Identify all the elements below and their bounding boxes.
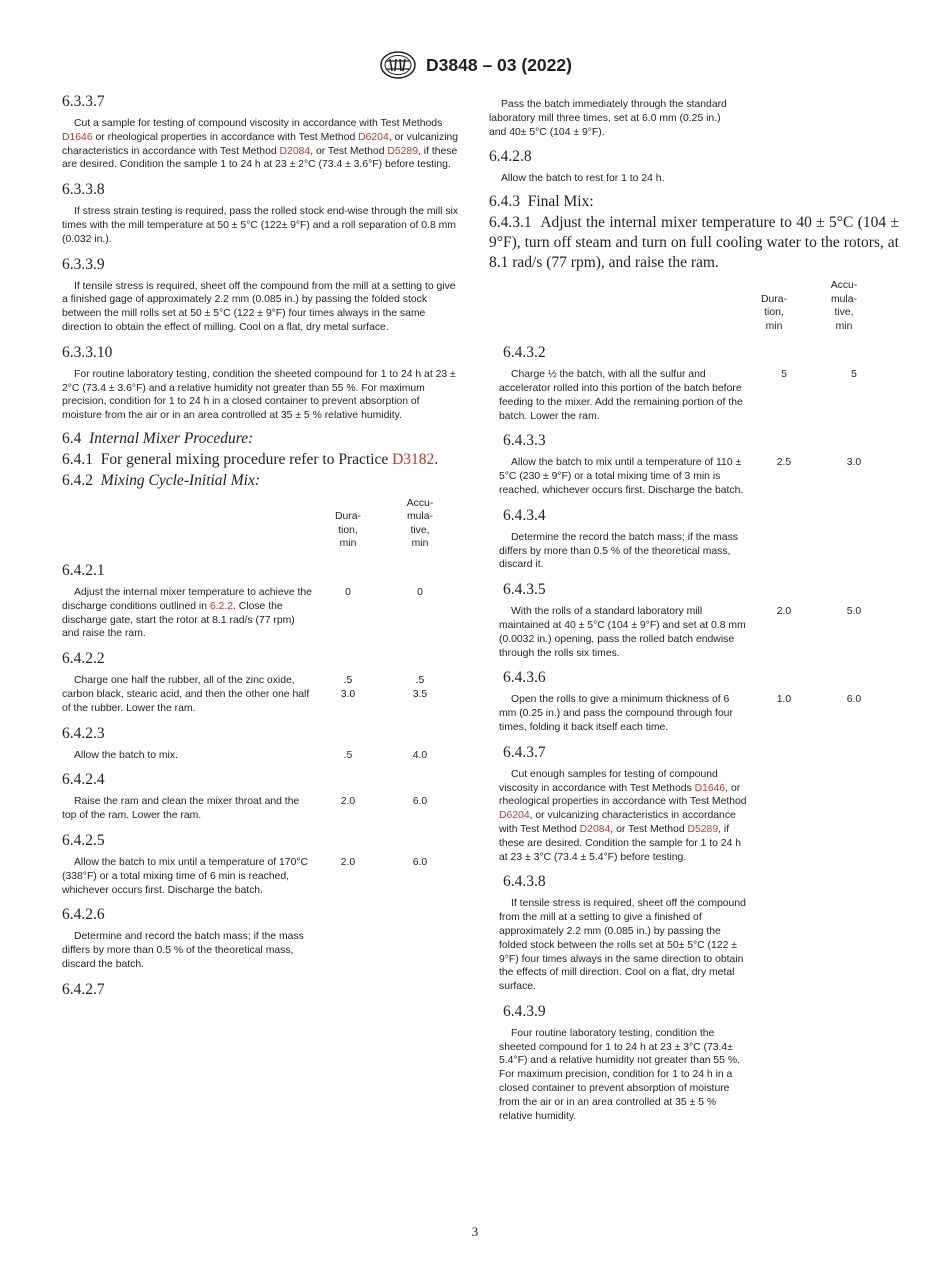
section-6-4-2-2-number: 6.4.2.2 xyxy=(62,650,105,668)
duration-value: 1.0 xyxy=(776,694,792,706)
accumulative-value: 4.0 xyxy=(412,749,428,761)
step-row xyxy=(489,98,899,139)
section-6-4-2-4-number: 6.4.2.4 xyxy=(62,771,105,789)
accumulative-value: 6.0 xyxy=(412,856,428,868)
section-6-4-heading: 6.4 Internal Mixer Procedure: xyxy=(62,429,254,447)
column-headers xyxy=(62,497,460,551)
step-row: Allow the batch to mix until a temperature of 110 ± 5°C (230 ± 9°F) or a total mixing time of 3 min is reached, whichever occurs first. Discharge the batch. 2.5 3.0 xyxy=(499,456,899,497)
link-d5289[interactable]: D5289 xyxy=(387,145,418,157)
page-header xyxy=(0,50,950,80)
section-6-4-1-heading: 6.4.1 For general mixing procedure refer to Practice D3182. xyxy=(62,450,439,468)
accumulative-value: 6.0 xyxy=(846,694,862,706)
section-6-4-2-3-number: 6.4.2.3 xyxy=(62,724,105,742)
duration-value: 2.5 xyxy=(776,457,792,469)
link-d6204[interactable]: D6204 xyxy=(499,810,530,822)
section-6-4-2-6-number: 6.4.2.6 xyxy=(62,906,105,924)
link-d2084[interactable]: D2084 xyxy=(579,823,611,835)
duration-value: 2.0 xyxy=(340,856,356,868)
column-headers xyxy=(489,279,899,333)
step-row: Charge one half the rubber, all of the zinc oxide, carbon black, stearic acid, and then the other one half of the rubber. Lower the ram. .5 3.0 .5 3.5 xyxy=(62,674,460,715)
section-6-4-3-8-number: 6.4.3.8 xyxy=(503,873,546,891)
step-row: Raise the ram and clean the mixer throat and the top of the ram. Lower the ram. 2.0 6.0 xyxy=(62,795,460,823)
step-row: If tensile stress is required, sheet off the compound from the mill at a setting to give a finished of approximately 2.2 mm (0.085 in.) by passing the folded stock between the rolls set at 50± 5°C (122 ± 9°F) four times always in the same direction to obtain the effects of mill direction. Cool on a flat, dry metal surface. xyxy=(499,898,746,993)
duration-value: 2.0 xyxy=(776,606,792,618)
step-row: Determine and record the batch mass; if the mass differs by more than 0.5 % of the theoretical mass, discard the batch. xyxy=(62,931,304,970)
section-6-3-3-7-number: 6.3.3.7 xyxy=(62,93,105,110)
standard-designation: D3848 – 03 (2022) xyxy=(426,54,572,75)
section-6-4-3-4-number: 6.4.3.4 xyxy=(503,506,546,524)
right-column xyxy=(489,98,899,1123)
step-row: Open the rolls to give a minimum thickness of 6 mm (0.25 in.) and pass the compound through four times, folding it back itself each time. 1.0 6.0 xyxy=(499,693,899,734)
duration-value: .5 xyxy=(343,749,353,761)
section-6-4-2-7-text: Pass the batch immediately through the standard laboratory mill three times, set at 6.0 mm (0.25 in.) and 40± 5°C (104 ± 9°F). xyxy=(489,99,727,138)
duration-value: 2.0 xyxy=(340,796,356,808)
section-6-3-3-7-text: Cut a sample for testing of compound viscosity in accordance with Test Methods D1646 or rheological properties in accordance with Test Method D6204, or vulcanizing characteristics in accordance with Test Method D2084, or Test Method D5289, if these are desired. Condition the sample 1 to 24 h at 23 ± 2°C (73.4 ± 3.6°F) before testing. xyxy=(62,118,459,171)
link-d6204[interactable]: D6204 xyxy=(358,131,389,143)
section-6-3-3-8-text: If stress strain testing is required, pass the rolled stock end-wise through the mill six times with the mill temperature at 50 ± 5°C (122± 9°F) and a roll separation of 0.8 mm (0.032 in.). xyxy=(62,206,459,245)
step-row: Cut enough samples for testing of compound viscosity in accordance with Test Methods D1646, or rheological properties in accordance with Test Method D6204, or vulcanizing characteristics in accordance with Test Method D2084, or Test Method D5289, if these are desired. Condition the sample for 1 to 24 h at 23 ± 3°C (73.4 ± 5.4°F) before testing. xyxy=(499,768,747,863)
section-6-3-3-8-number: 6.3.3.8 xyxy=(62,181,105,199)
section-6-4-3-9-number: 6.4.3.9 xyxy=(503,1002,546,1020)
section-6-4-2-8-number: 6.4.2.8 xyxy=(489,148,532,166)
section-6-4-3-5-number: 6.4.3.5 xyxy=(503,581,546,599)
page-number: 3 xyxy=(471,1224,479,1239)
section-6-4-3-6-number: 6.4.3.6 xyxy=(503,669,546,687)
step-row: Determine the record the batch mass; if the mass differs by more than 0.5 % of the theoretical mass, discard it. xyxy=(499,531,738,571)
link-d2084[interactable]: D2084 xyxy=(279,145,311,157)
astm-logo-icon xyxy=(378,50,418,80)
duration-header: Dura- tion, min xyxy=(335,511,361,550)
section-6-3-3-10-number: 6.3.3.10 xyxy=(62,343,113,361)
accumulative-header: Accu- mula- tive, min xyxy=(830,280,858,332)
accumulative-header: Accu- mula- tive, min xyxy=(406,497,434,550)
section-6-3-3-10-text: For routine laboratory testing, condition the sheeted compound for 1 to 24 h at 23 ± 2°C (73.4 ± 3.6°F) and a relative humidity not greater than 55 %. For maximum precision, condition for 1 to 24 h in a closed container to prevent absorption of moisture from the air or in an area controlled at 35 ± 5 % relative humidity. xyxy=(62,368,456,422)
link-d5289[interactable]: D5289 xyxy=(687,823,719,835)
section-6-4-2-1-number: 6.4.2.1 xyxy=(62,561,105,579)
link-d3182[interactable]: D3182 xyxy=(392,450,435,468)
step-row: Adjust the internal mixer temperature to achieve the discharge conditions outlined in 6.2.2. Close the discharge gate, start the rotor at 8.1 rad/s (77 rpm) and raise the ram. 0 0 xyxy=(62,586,460,641)
section-6-4-3-1-text: 6.4.3.1 Adjust the internal mixer temperature to 40 ± 5°C (104 ± 9°F), turn off steam and turn on full cooling water to the rotors, at 8.1 rad/s (77 rpm), and raise the ram. xyxy=(489,214,899,272)
duration-value: 5 xyxy=(781,369,787,381)
duration-value: .5 3.0 xyxy=(340,675,356,700)
step-row: With the rolls of a standard laboratory mill maintained at 40 ± 5°C (104 ± 9°F) and set at 0.8 mm (0.0032 in.) opening, pass the rolled batch endwise through the rolls six times. 2.0 5.0 xyxy=(499,605,899,660)
accumulative-value: 3.0 xyxy=(846,457,862,469)
left-column xyxy=(62,92,460,1000)
accumulative-value: 0 xyxy=(417,586,423,598)
step-row: Charge ½ the batch, with all the sulfur and accelerator rolled into this portion of the batch before feeding to the mixer. Add the remaining portion of the batch. Lower the ram. 5 5 xyxy=(499,368,899,423)
section-6-4-3-7-number: 6.4.3.7 xyxy=(503,743,546,761)
section-6-4-3-3-number: 6.4.3.3 xyxy=(503,432,546,450)
section-6-3-3-9-text: If tensile stress is required, sheet off the compound from the mill at a setting to give a finished gage of approximately 2.2 mm (0.085 in.) by passing the folded stock between the mill rolls set at 50 ± 5°C (122 ± 9°F) four times always in the same direction to obtain the effect of milling. Cool on a flat, dry metal surface. xyxy=(62,280,456,333)
link-d1646[interactable]: D1646 xyxy=(62,131,93,143)
accumulative-value: 5.0 xyxy=(846,606,862,618)
link-6-2-2[interactable]: 6.2.2 xyxy=(209,600,233,612)
section-6-4-2-heading: 6.4.2 Mixing Cycle-Initial Mix: xyxy=(62,471,260,489)
step-row: Four routine laboratory testing, condition the sheeted compound for 1 to 24 h at 23 ± 3°C (73.4± 5.4°F) and a relative humidity not greater than 55 %. For maximum precision, condition for 1 to 24 h in a closed container to prevent absorption of moisture from the air or in an area controlled at 35 ± 5 % relative humidity. xyxy=(499,1027,740,1122)
duration-value: 0 xyxy=(345,586,351,598)
link-d1646[interactable]: D1646 xyxy=(694,782,726,794)
section-6-4-2-5-number: 6.4.2.5 xyxy=(62,831,105,849)
section-6-4-2-7-number: 6.4.2.7 xyxy=(62,980,105,998)
accumulative-value: .5 3.5 xyxy=(412,675,428,700)
section-6-4-3-2-number: 6.4.3.2 xyxy=(503,344,546,362)
section-6-4-3-heading: 6.4.3 Final Mix: xyxy=(489,193,594,211)
duration-header: Dura- tion, min xyxy=(761,293,787,332)
section-6-4-2-8-text: Allow the batch to rest for 1 to 24 h. xyxy=(501,173,665,185)
step-row: Allow the batch to mix. .5 4.0 xyxy=(62,749,460,763)
step-row: Allow the batch to mix until a temperature of 170°C (338°F) or a total mixing time of 6 min is reached, whichever occurs first. Discharge the batch. 2.0 6.0 xyxy=(62,856,460,897)
section-6-3-3-9-number: 6.3.3.9 xyxy=(62,255,105,273)
accumulative-value: 5 xyxy=(851,369,857,381)
accumulative-value: 6.0 xyxy=(412,796,428,808)
